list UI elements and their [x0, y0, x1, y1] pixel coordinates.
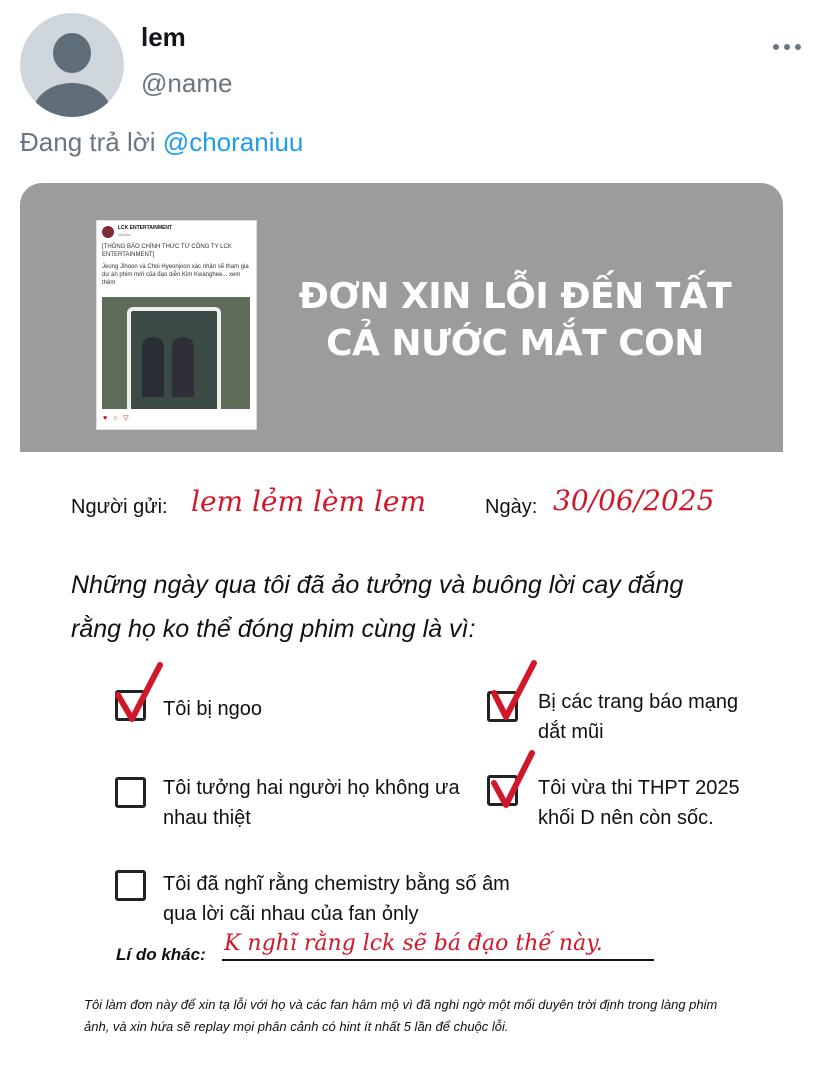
other-reason-handwritten-value: K nghĩ rằng lck sẽ bá đạo thế này.	[224, 931, 603, 956]
avatar[interactable]	[20, 13, 124, 117]
other-reason-label: Lí do khác:	[116, 945, 206, 964]
reply-mention-link[interactable]: @choraniuu	[162, 127, 304, 157]
dot	[795, 44, 801, 50]
replying-to-line	[20, 127, 303, 158]
date-label: Ngày:	[485, 496, 538, 518]
dot	[784, 44, 790, 50]
option-1-label: Tôi bị ngoo	[163, 698, 262, 720]
checkbox-option-3[interactable]	[115, 777, 146, 808]
banner-title: ĐƠN XIN LỖI ĐẾN TẤT CẢ NƯỚC MẮT CON	[298, 276, 732, 364]
image-banner	[20, 183, 783, 452]
reply-prefix: Đang trả lời	[20, 127, 156, 157]
footnote-text: Tôi làm đơn này để xin tạ lỗi với họ và các fan hâm mộ vì đã nghi ngờ một mối duyên trời định trong làng phim ảnh, và xin hứa sẽ replay mọi phân cảnh có hint ít nhất 5 lần để chuộc lỗi.	[84, 997, 718, 1034]
attached-image[interactable]	[20, 183, 783, 1078]
checkbox-option-2[interactable]	[487, 691, 518, 722]
other-reason-underline	[222, 959, 654, 961]
display-name[interactable]: lem	[141, 22, 186, 52]
person-silhouette	[172, 337, 194, 397]
date-handwritten-value: 30/06/2025	[553, 484, 715, 517]
embedded-account-name: LCK ENTERTAINMENT	[118, 225, 173, 231]
option-5-label: Tôi đã nghĩ rằng chemistry bằng số âm qua lời cãi nhau của fan ỏnly	[163, 873, 510, 925]
person-silhouette	[142, 337, 164, 397]
embedded-post-line-1: [THÔNG BÁO CHÍNH THỨC TỪ CÔNG TY LCK ENTERTAINMENT]	[102, 244, 232, 258]
checkbox-option-4[interactable]	[487, 775, 518, 806]
sender-handwritten-value: lem lẻm lèm lem	[191, 485, 427, 518]
user-handle[interactable]: @name	[141, 68, 233, 98]
sender-label: Người gửi:	[71, 496, 168, 518]
option-2-label: Bị các trang báo mạng dắt mũi	[538, 691, 739, 743]
question-text: Những ngày qua tôi đã ảo tưởng và buông lời cay đắng rằng họ ko thể đóng phim cùng là vì:	[71, 571, 684, 643]
dot	[773, 44, 779, 50]
embedded-post-photo	[102, 297, 250, 409]
checkbox-option-1[interactable]	[115, 690, 146, 721]
avatar-body-shape	[33, 83, 111, 117]
embedded-post-action-icons: ♥ ○ ▽	[103, 415, 131, 422]
option-3-label: Tôi tưởng hai người họ không ưa nhau thiệt	[163, 777, 460, 829]
embedded-account-logo	[102, 226, 114, 238]
embedded-post-screenshot	[96, 220, 257, 430]
option-4-label: Tôi vừa thi THPT 2025 khối D nên còn sốc.	[538, 777, 740, 829]
embedded-post-line-2: Jeong Jihoon và Choi Hyeonjoon xác nhận sẽ tham gia dự án phim mới của đạo diễn Kim Kwanghee... xem thêm	[102, 264, 249, 286]
avatar-head-shape	[53, 33, 91, 73]
embedded-account-handle: @lckkk	[118, 232, 131, 237]
more-options-icon[interactable]	[770, 35, 804, 59]
checkbox-option-5[interactable]	[115, 870, 146, 901]
